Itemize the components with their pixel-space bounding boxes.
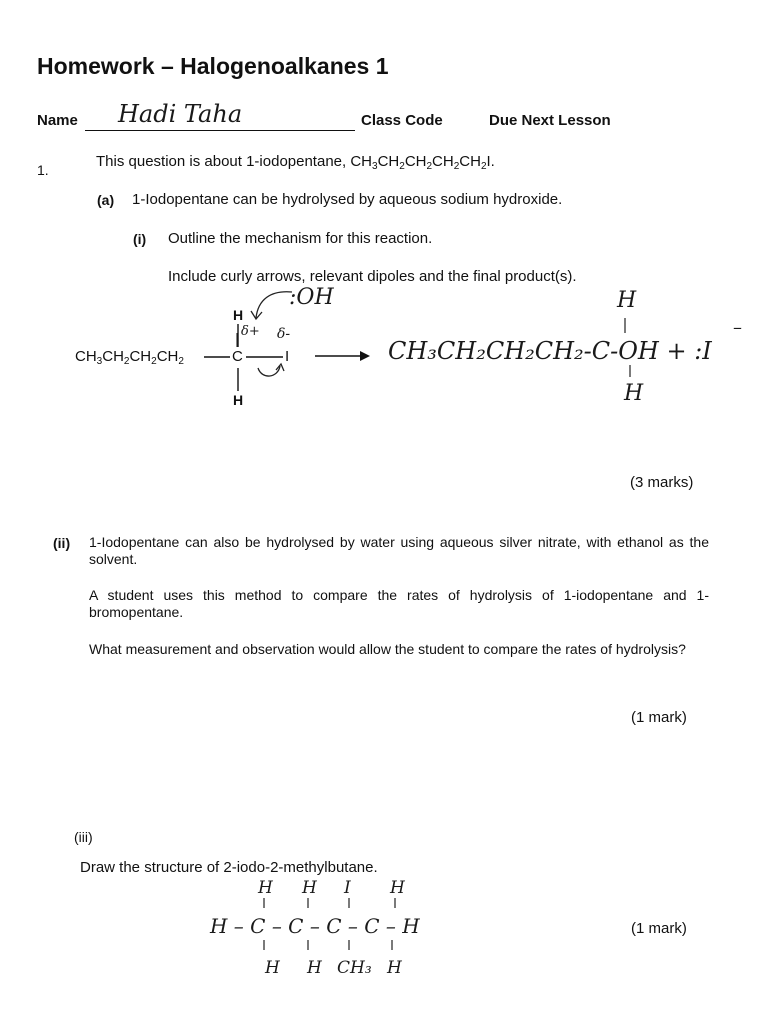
curly-arrow-oh xyxy=(256,292,292,318)
part-ii-text: 1-Iodopentane can also be hydrolysed by water using aqueous silver nitrate, with ethanol as the solvent. xyxy=(89,534,709,567)
reaction-arrowhead xyxy=(360,351,370,361)
part-ii-marks: (1 mark) xyxy=(631,709,687,726)
part-iii-label: (iii) xyxy=(74,829,93,845)
part-ii-para3: What measurement and observation would allow the student to compare the rates of hydrolysis? xyxy=(89,641,686,657)
name-label: Name xyxy=(37,112,78,129)
page-title: Homework – Halogenoalkanes 1 xyxy=(37,53,389,79)
hand-delta-plus: δ+ xyxy=(241,324,260,339)
hand-delta-minus: δ- xyxy=(277,326,291,342)
question-number: 1. xyxy=(37,162,49,178)
part-i-marks: (3 marks) xyxy=(630,474,694,491)
mechanism-iodine: I xyxy=(285,348,290,365)
mechanism-h-top: H xyxy=(233,307,244,323)
structure-middle-row: H – C – C – C – C – H xyxy=(210,914,420,938)
part-i-text: Outline the mechanism for this reaction. xyxy=(168,230,433,247)
part-iii-marks: (1 mark) xyxy=(631,920,687,937)
name-value: Hadi Taha xyxy=(118,100,243,128)
hand-nucleophile: :OH xyxy=(289,285,334,310)
hand-product-h-top: H xyxy=(617,288,637,313)
class-code-label: Class Code xyxy=(361,112,443,129)
part-i-instruction: Include curly arrows, relevant dipoles and the final product(s). xyxy=(168,268,577,285)
mechanism-chain: $CH_3CH_2CH_2CH_2$ xyxy=(75,348,184,367)
hand-product: CH₃CH₂CH₂CH₂-C-OH + :I xyxy=(388,337,712,365)
part-a-text: 1-Iodopentane can be hydrolysed by aqueous sodium hydroxide. xyxy=(132,191,563,208)
stem-formula: $CH_3CH_2CH_2CH_2CH_2I$. xyxy=(350,153,495,172)
due-label: Due Next Lesson xyxy=(489,112,611,129)
part-a-label: (a) xyxy=(97,192,115,208)
part-i-label: (i) xyxy=(133,231,147,247)
part-ii-para2: A student uses this method to compare the rates of hydrolysis of 1-iodopentane and 1-bromopentane. xyxy=(89,587,709,620)
mechanism-carbon: C xyxy=(232,348,243,365)
stem-text: This question is about 1-iodopentane, xyxy=(96,153,351,170)
hand-iodide-charge: – xyxy=(733,317,742,338)
part-ii-label: (ii) xyxy=(53,535,71,551)
mechanism-h-bottom: H xyxy=(233,392,244,408)
curly-arrow-bond xyxy=(258,366,280,376)
hand-product-h-bottom: H xyxy=(624,381,644,406)
part-iii-text: Draw the structure of 2-iodo-2-methylbutane. xyxy=(80,859,378,876)
